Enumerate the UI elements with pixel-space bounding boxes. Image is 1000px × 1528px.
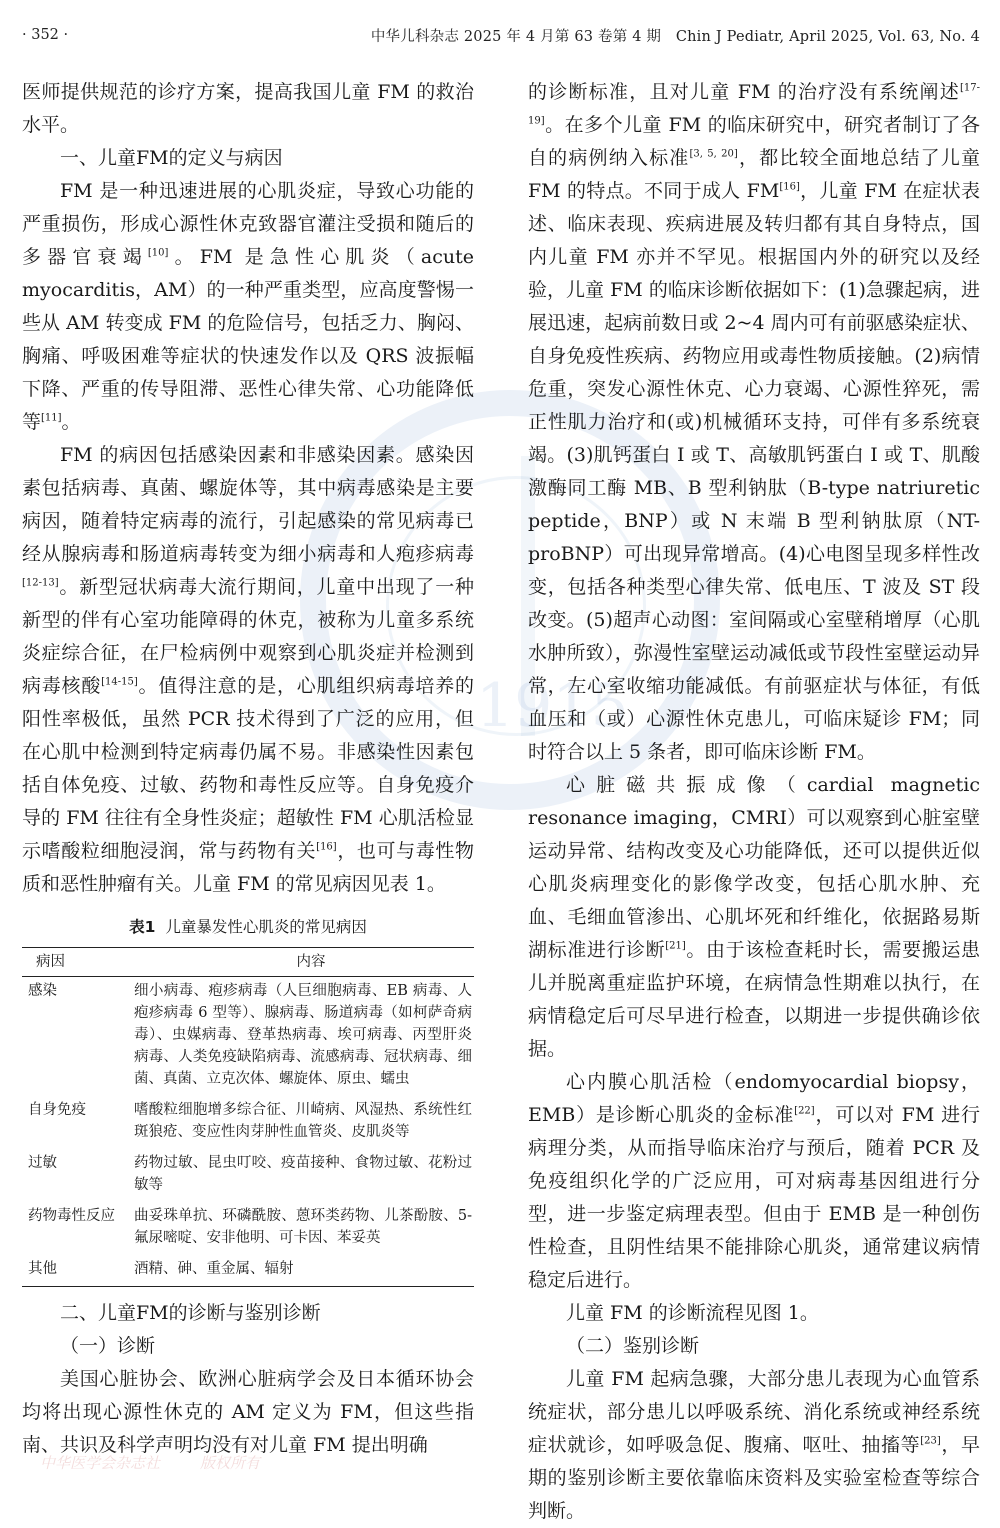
table-row [22, 1255, 474, 1287]
paragraph: 心内膜心肌活检（endomyocardial biopsy，EMB）是诊断心肌炎的金标准[22]，可以对 FM 进行病理分类，从而指导临床治疗与预后，随着 PCR 及免疫组织化学的广泛应用，可对病毒基因组进行分型，进一步鉴定病理表型。但由于 EMB 是一种创伤性检查，且阴性结果不能排除心肌炎，通常建议病情稳定后进行。 [528, 1071, 981, 1291]
table-header-cause: 病因 [22, 948, 134, 977]
footer-watermark-publisher: 中华医学会杂志社 [40, 1454, 161, 1472]
paragraph: 心脏磁共振成像（cardial magnetic resonance imaging，CMRI）可以观察到心脏室壁运动异常、结构改变及心功能降低，还可以提供近似心肌炎病理变化的影像学改变，包括心肌水肿、充血、毛细血管渗出、心肌坏死和纤维化，依据路易斯湖标准进行诊断[21]。由于该检查耗时长，需要搬运患儿并脱离重症监护环境，在病情急性期难以执行，在病情稳定后可尽早进行检查，以期进一步提供确诊依据。 [528, 774, 980, 1060]
table-cell-content: 细小病毒、疱疹病毒（人巨细胞病毒、EB 病毒、人疱疹病毒 6 型等）、腺病毒、肠道病毒（如柯萨奇病毒）、虫媒病毒、登革热病毒、埃可病毒、丙型肝炎病毒、人类免疫缺陷病毒、流感病毒、冠状病毒、细菌、真菌、立克次体、螺旋体、原虫、蠕虫 [134, 983, 472, 1087]
citation: [23] [920, 1435, 941, 1447]
table-cell-content: 嗜酸粒细胞增多综合征、川崎病、风湿热、系统性红斑狼疮、变应性肉芽肿性血管炎、皮肌炎等 [134, 1102, 472, 1140]
paragraph: FM 是一种迅速进展的心肌炎症，导致心功能的严重损伤，形成心源性休克致器官灌注受损和随后的多器官衰竭[10]。FM 是急性心肌炎（acute myocarditis，AM）的一种严重类型，应高度警惕一些从 AM 转变成 FM 的危险信号，包括乏力、胸闷、胸痛、呼吸困难等症状的快速发作以及 QRS 波振幅下降、严重的传导阻滞、恶性心律失常、心功能降低等[11]。 [22, 180, 474, 433]
table-row [22, 977, 474, 1097]
footer-watermark [0, 1452, 260, 1473]
citation: [21] [665, 940, 686, 952]
subsection-heading: （一）诊断 [60, 1335, 156, 1357]
citation: [11] [41, 412, 62, 424]
section-heading: 二、儿童FM的诊断与鉴别诊断 [60, 1302, 321, 1324]
table-cell-cause: 药物毒性反应 [28, 1208, 115, 1224]
paragraph: 美国心脏协会、欧洲心脏病学会及日本循环协会均将出现心源性休克的 AM 定义为 FM，但这些指南、共识及科学声明均没有对儿童 FM 提出明确 [22, 1368, 474, 1456]
citation: [12-13] [22, 577, 59, 589]
left-column [22, 76, 474, 1462]
page-number: · 352 · [22, 27, 69, 43]
citation: [14-15] [101, 676, 138, 688]
table-cell-cause: 感染 [28, 983, 57, 999]
right-column [528, 76, 980, 1528]
citation: [17-19] [528, 82, 980, 127]
subsection-heading: （二）鉴别诊断 [566, 1335, 700, 1357]
paragraph: 医师提供规范的诊疗方案，提高我国儿童 FM 的救治水平。 [22, 81, 474, 136]
table-row [22, 1149, 474, 1202]
table-cell-cause: 其他 [28, 1261, 57, 1277]
table-cell-content: 酒精、砷、重金属、辐射 [134, 1261, 294, 1277]
table-cell-content: 药物过敏、昆虫叮咬、疫苗接种、食物过敏、花粉过敏等 [134, 1155, 472, 1193]
paragraph: FM 的病因包括感染因素和非感染因素。感染因素包括病毒、真菌、螺旋体等，其中病毒感染是主要病因，随着特定病毒的流行，引起感染的常见病毒已经从腺病毒和肠道病毒转变为细小病毒和人疱疹病毒[12-13]。新型冠状病毒大流行期间，儿童中出现了一种新型的伴有心室功能障碍的休克，被称为儿童多系统炎症综合征，在尸检病例中观察到心肌炎症并检测到病毒核酸[14-15]。值得注意的是，心肌组织病毒培养的阳性率极低，虽然 PCR 技术得到了广泛的应用，但在心肌中检测到特定病毒仍属不易。非感染性因素包括自体免疫、过敏、药物和毒性反应等。自身免疫介导的 FM 往往有全身性炎症；超敏性 FM 心肌活检显示嗜酸粒细胞浸润，常与药物有关[16]，也可与毒性物质和恶性肿瘤有关。儿童 FM 的常见病因见表 1。 [22, 444, 474, 895]
paragraph: 的诊断标准，且对儿童 FM 的治疗没有系统阐述[17-19]。在多个儿童 FM 的临床研究中，研究者制订了各自的病例纳入标准[3, 5, 20]，都比较全面地总结了儿童 FM 的特点。不同于成人 FM[16]，儿童 FM 在症状表述、临床表现、疾病进展及转归都有其自身特点，国内儿童 FM 亦并不罕见。根据国内外的研究以及经验，儿童 FM 的临床诊断依据如下：(1)急骤起病，进展迅速，起病前数日或 2~4 周内可有前驱感染症状、自身免疫性疾病、药物应用或毒性物质接触。(2)病情危重，突发心源性休克、心力衰竭、心源性猝死，需正性肌力治疗和(或)机械循环支持，可伴有多系统衰竭。(3)肌钙蛋白 I 或 T、高敏肌钙蛋白 I 或 T、肌酸激酶同工酶 MB、B 型利钠肽（B-type natriuretic peptide，BNP）或 N 末端 B 型利钠肽原（NT-proBNP）可出现异常增高。(4)心电图呈现多样性改变，包括各种类型心律失常、低电压、T 波及 ST 段改变。(5)超声心动图：室间隔或心室壁稍增厚（心肌水肿所致），弥漫性室壁运动减低或节段性室壁运动异常，左心室收缩功能减低。有前驱症状与体征，有低血压和（或）心源性休克患儿，可临床疑诊 FM；同时符合以上 5 条者，即可临床诊断 FM。 [528, 81, 981, 763]
citation: [3, 5, 20] [689, 148, 738, 160]
table-caption: 表1 儿童暴发性心肌炎的常见病因 [129, 918, 367, 936]
paragraph: 儿童 FM 起病急骤，大部分患儿表现为心血管系统症状，部分患儿以呼吸系统、消化系统或神经系统症状就诊，如呼吸急促、腹痛、呕吐、抽搐等[23]，早期的鉴别诊断主要依靠临床资料及实验室检查等综合判断。 [528, 1368, 980, 1522]
causes-table [22, 947, 474, 1287]
citation: [22] [794, 1105, 815, 1117]
table-row [22, 1096, 474, 1149]
table-header-content: 内容 [134, 948, 474, 977]
footer-watermark-rights: 版权所有 [200, 1454, 261, 1472]
table-row [22, 1202, 474, 1255]
table-cell-content: 曲妥珠单抗、环磷酰胺、蒽环类药物、儿茶酚胺、5-氟尿嘧啶、安非他明、可卡因、苯妥英 [134, 1208, 472, 1246]
table-1 [22, 915, 474, 1287]
watermark-year: 1915 [476, 671, 629, 741]
section-heading: 一、儿童FM的定义与病因 [60, 147, 283, 169]
citation: [10] [147, 247, 169, 259]
table-cell-cause: 自身免疫 [28, 1102, 86, 1118]
journal-citation: 中华儿科杂志 2025 年 4 月第 63 卷第 4 期 Chin J Pediatr, April 2025, Vol. 63, No. 4 [370, 28, 980, 45]
table-label: 表1 [129, 918, 156, 936]
table-cell-cause: 过敏 [28, 1155, 57, 1171]
page-header [22, 20, 980, 50]
citation: [16] [779, 181, 800, 193]
paragraph: 儿童 FM 的诊断流程见图 1。 [566, 1302, 819, 1324]
citation: [16] [316, 841, 337, 853]
